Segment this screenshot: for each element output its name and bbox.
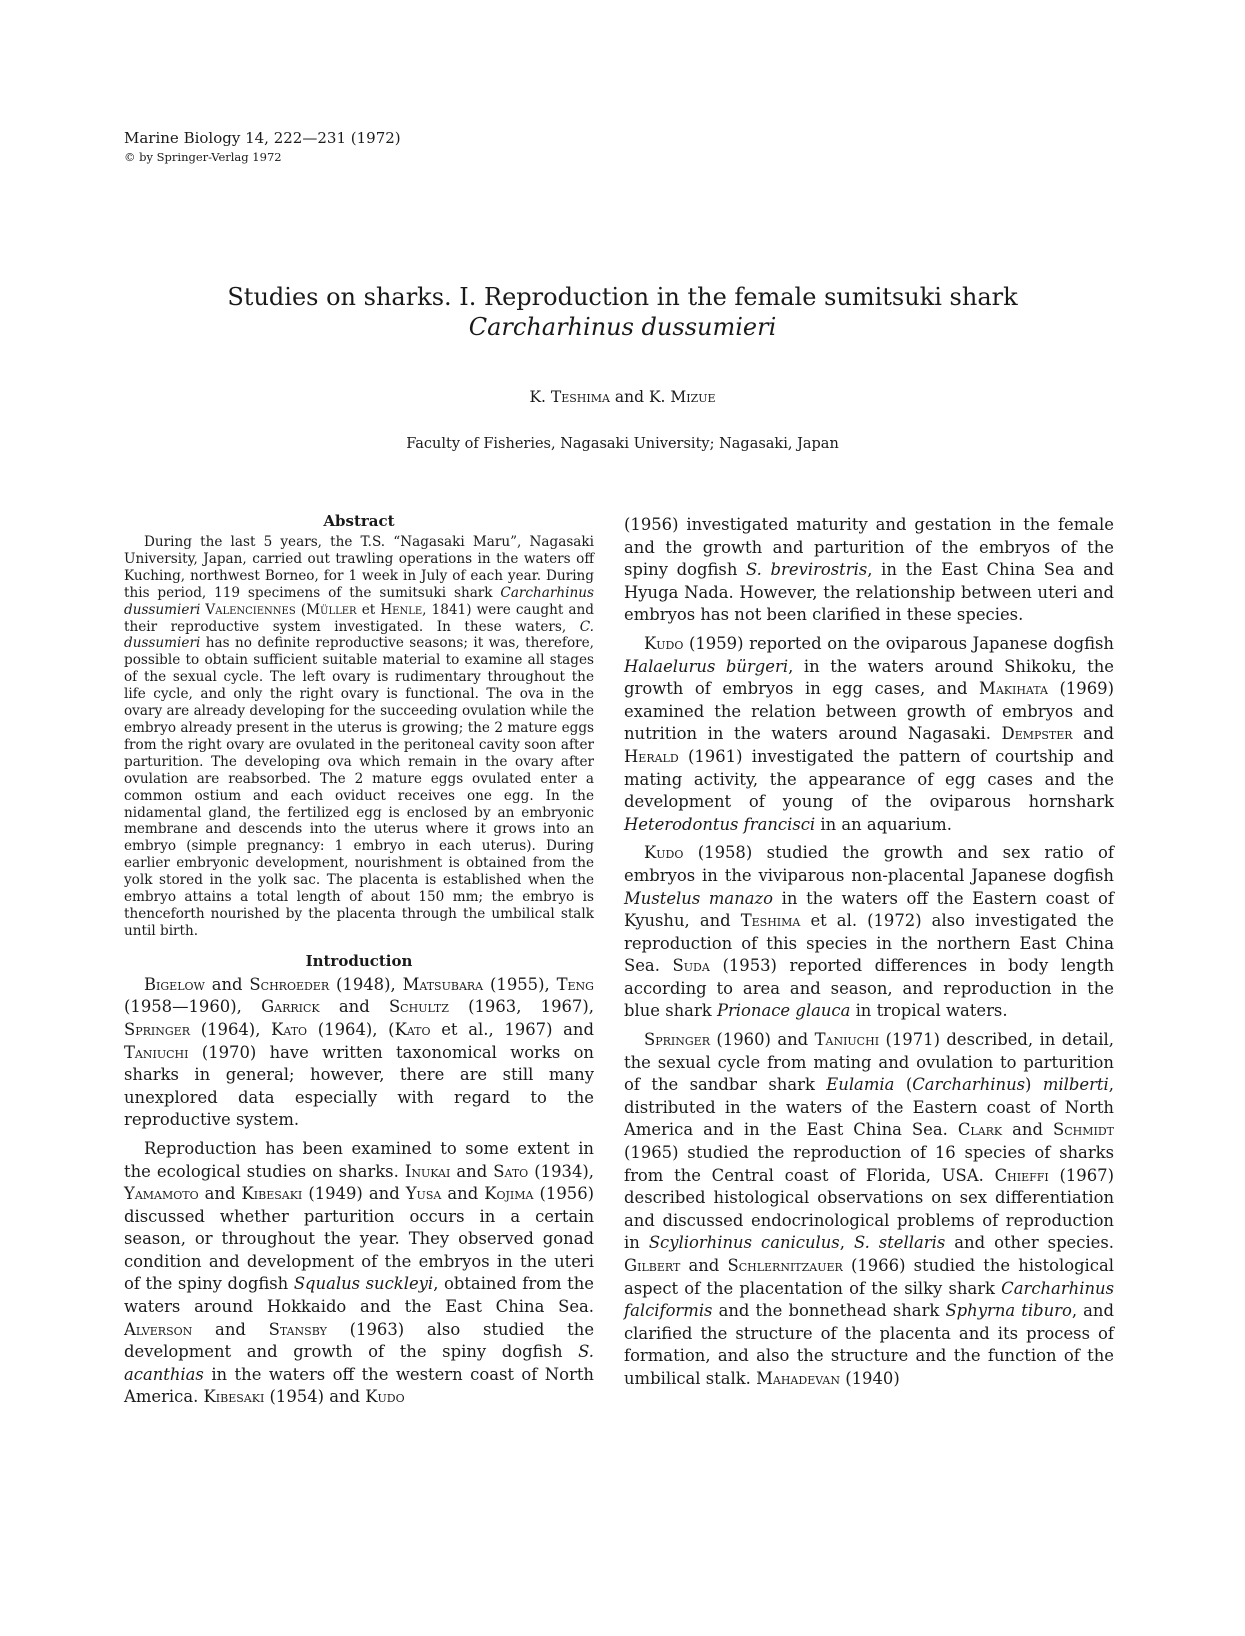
left-column <box>124 510 594 1415</box>
intro-paragraph-6: Springer (1960) and Taniuchi (1971) described, in detail, the sexual cycle from mating and ovulation to parturition of the sandbar shark Eulamia (Carcharhinus) milberti, distributed in the waters of the Eastern coast of North America and in the East China Sea. Clark and Schmidt (1965) studied the reproduction of 16 species of sharks from the Central coast of Florida, USA. Chieffi (1967) described histological observations on sex differentiation and discussed endocrinological problems of reproduction in Scyliorhinus caniculus, S. stellaris and other species. Gilbert and Schlernitzauer (1966) studied the histological aspect of the placentation of the silky shark Carcharhinus falciformis and the bonnethead shark Sphyrna tiburo, and clarified the structure of the placenta and its process of formation, and also the structure and the function of the umbilical stalk. Mahadevan (1940) <box>624 1030 1115 1388</box>
intro-paragraph-2: Reproduction has been examined to some extent in the ecological studies on sharks. Inukai and Sato (1934), Yamamoto and Kibesaki (1949) and Yusa and Kojima (1956) discussed whether parturition occurs in a certain season, or throughout the year. They observed gonad condition and development of the embryos in the uteri of the spiny dogfish Squalus suckleyi, obtained from the waters around Hokkaido and the East China Sea. Alverson and Stansby (1963) also studied the development and growth of the spiny dogfish S. acanthias in the waters off the western coast of North America. Kibesaki (1954) and Kudo <box>124 1138 595 1407</box>
journal-citation: Marine Biology 14, 222—231 (1972) <box>124 129 401 147</box>
authors <box>0 388 1245 406</box>
abstract-heading: Abstract <box>323 512 395 530</box>
intro-paragraph-5: Kudo (1958) studied the growth and sex ratio of embryos in the viviparous non-placental Japanese dogfish Mustelus manazo in the waters off the Eastern coast of Kyushu, and Teshima et al. (1972) also investigated the reproduction of this species in the northern East China Sea. Suda (1953) reported differences in body length according to area and season, and reproduction in the blue shark Prionace glauca in tropical waters. <box>624 843 1115 1021</box>
abstract-section <box>124 510 594 940</box>
intro-paragraph-3: (1956) investigated maturity and gestation in the female and the growth and parturition of the embryos of the spiny dogfish S. brevirostris, in the East China Sea and Hyuga Nada. However, the relationship between uteri and embryos has not been clarified in these species. <box>624 515 1114 625</box>
intro-paragraph-4: Kudo (1959) reported on the oviparous Japanese dogfish Halaelurus bürgeri, in the waters around Shikoku, the growth of embryos in egg cases, and Makihata (1969) examined the relation between growth of embryos and nutrition in the waters around Nagasaki. Dempster and Herald (1961) investigated the pattern of courtship and mating activity, the appearance of egg cases and the development of young of the oviparous hornshark Heterodontus francisci in an aquarium. <box>624 633 1114 834</box>
intro-paragraph-1: Bigelow and Schroeder (1948), Matsubara (1955), Teng (1958—1960), Garrick and Schultz (1963, 1967), Springer (1964), Kato (1964), (Kato et al., 1967) and Taniuchi (1970) have written taxonomical works on sharks in general; however, there are still many unexplored data especially with regard to the reproductive system. <box>124 974 594 1130</box>
abstract-paragraph: During the last 5 years, the T.S. “Nagasaki Maru”, Nagasaki University, Japan, carried out trawling operations in the waters off Kuching, northwest Borneo, for 1 week in July of each year. During this period, 119 specimens of the sumitsuki shark Carcharhinus dussumieri Valenciennes (Müller et Henle, 1841) were caught and their reproductive system investigated. In these waters, C. dussumieri has no definite reproductive seasons; it was, therefore, possible to obtain sufficient suitable material to examine all stages of the sexual cycle. The left ovary is rudimentary throughout the life cycle, and only the right ovary is functional. The ova in the ovary are already developing for the succeeding ovulation while the embryo already present in the uterus is growing; the 2 mature eggs from the right ovary are ovulated in the peritoneal cavity soon after parturition. The developing ova which remain in the ovary after ovulation are reabsorbed. The 2 mature eggs ovulated enter a common ostium and each oviduct receives one egg. In the nidamental gland, the fertilized egg is enclosed by an embryonic membrane and descends into the uterus where it grows into an embryo (simple pregnancy: 1 embryo in each uterus). During earlier embryonic development, nourishment is obtained from the yolk stored in the yolk sac. The placenta is established when the embryo attains a total length of about 150 mm; the embryo is thenceforth nourished by the placenta through the umbilical stalk until birth. <box>124 534 595 939</box>
article-title <box>0 282 1245 342</box>
journal-header <box>124 128 401 166</box>
introduction-section <box>124 950 594 1409</box>
introduction-heading: Introduction <box>305 951 413 970</box>
author-2: K. Mizue <box>648 388 716 406</box>
right-column <box>624 514 1114 1397</box>
author-1: K. Teshima <box>529 388 610 406</box>
copyright-line: © by Springer-Verlag 1972 <box>124 150 282 164</box>
affiliation: Faculty of Fisheries, Nagasaki University; Nagasaki, Japan <box>406 436 839 452</box>
title-line-1: Studies on sharks. I. Reproduction in the female sumitsuki shark <box>227 283 1018 311</box>
title-line-2-species: Carcharhinus dussumieri <box>468 313 777 341</box>
authors-conjunction: and <box>614 388 645 406</box>
